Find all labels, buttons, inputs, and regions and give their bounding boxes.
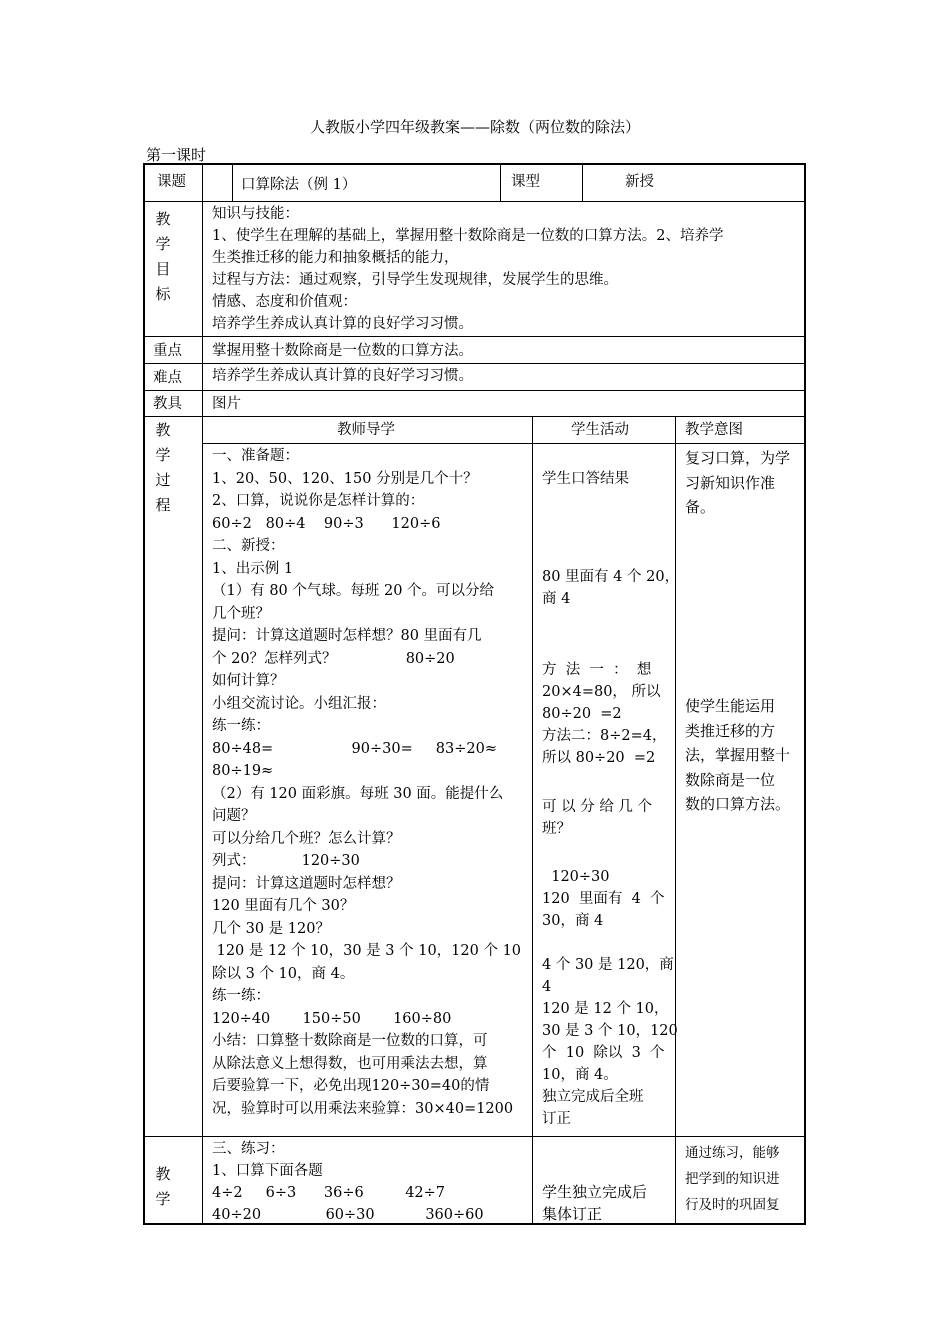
teacher-line: 提问：计算这道题时怎样想？80 里面有几 [212,628,482,644]
student-activity-line: 个 10 除以 3 个 [542,1045,665,1061]
student-activity-line: 80 里面有 4 个 20， [542,569,680,585]
topic-label: 课题 [157,174,186,190]
teacher-line: 后要验算一下，必免出现120÷30=40的情 [212,1078,490,1094]
teacher-line: 1、20、50、120、150 分别是几个十？ [212,470,478,487]
student-activity-line: 10，商 4。 [542,1067,618,1083]
lesson-plan-table: 课题 口算除法（例 1） 课型 新授 教 学 目 标 知识与技能： 1、使学生在理解的基础上，掌握用整十数除商是一位数的口算方法。2、培养学 生类推迁移的能力和抽象概括的能力， 过程与方法：通过观察，引导学生发现规律，发展学生的思维。 情感、态度和价值观： 培养学生养成认真计算的良好学习习惯。 重点 掌握用整十数除商是一位数的口算方法。 难点 培养学生养成认真计算的良好学习习惯。 教具 图片 教 学 过 程 教师导学 学生活动 教学意图 一、准备题： 1、20、50、120、150 分别是几个十？ 2、口算，说说你是怎样计算的： 60÷2 80÷4 90÷3 120÷6 二、新授： 1、出示例 1 （1）有 80 个气球。每班 20 个。可以分给 几个班？ 提问：计算这道题时怎样想？80 里面有几 个 20？怎样列式？ 80÷20 如何计算？ 小组交流讨论。小组汇报： 练一练： 80÷48= 90÷30= 83÷20≈ 80÷19≈ （2）有 120 面彩旗。每班 30 面。能提什么 问题？ 可以分给几个班？怎么计算？ 列式： 120÷30 提问：计算这道题时怎样想？ 120 里面有几个 30？ 几个 30 是 120？ 120 是 12 个 10，30 是 3 个 10，120 个 10 除以 3 个 10，商 4。 练一练： 120÷40 150÷50 160÷80 小结：口算整十数除商是一位数的口算，可 从除法意义上想得数，也可用乘法去想，算 后要验算一下，必免出现120÷30=40的情 况，验算时可以用乘法来验算：30×40=1200 学生口答结果 80 里面有 4 个 20， 商 4 方 法 一 ： 想 20×4=80， 所以 80÷20 =2 方法二：8÷2=4， 所以 80÷20 =2 可 以 分 给 几 个 班？ 120÷30 120 里面有 4 个 30，商 4 4 个 30 是 120，商 4 120 是 12 个 10， 30 是 3 个 10，120 个 10 除以 3 个 10，商 4。 独立完成后全班 订正 复习口算，为学 习新知识作准 备。 使学生能运用 类推迁移的方 法，掌握用整十 数除商是一位 数的口算方法。 教 学 三、练习： 1、口算下面各题 4÷2 6÷3 36÷6 42÷7 40÷20 60÷30 360÷60 学生独立完成后 集体订正 通过练习，能够 把学到的知识进 行及时的巩固复 [143,163,806,1225]
teacher-line: （2）有 120 面彩旗。每班 30 面。能提什么 [212,785,504,802]
teacher-line: 个 20？怎样列式？ 80÷20 [212,650,455,667]
col-intent-header: 教学意图 [685,422,743,438]
student-activity-line: 独立完成后全班 [542,1089,644,1105]
teacher-line: 提问：计算这道题时怎样想？ [212,875,401,892]
teacher-line: （1）有 80 个气球。每班 20 个。可以分给 [212,583,495,599]
teacher-line: 一、准备题： [212,448,299,464]
difficulty-label: 难点 [153,370,182,386]
document-title: 人教版小学四年级教案——除数（两位数的除法） [309,118,640,136]
teacher-line: 120 里面有几个 30？ [212,898,355,914]
topic-value: 口算除法（例 1） [241,177,357,193]
teacher-line: 80÷48= 90÷30= 83÷20≈ [212,740,498,757]
lesson-label: 第一课时 [146,146,207,164]
process-label: 教 学 过 程 [155,421,171,514]
teaching-intent-line: 数除商是一位 [685,770,776,789]
teacher-line: 况，验算时可以用乘法来验算：30×40=1200 [212,1100,514,1117]
teacher-line: 小组交流讨论。小组汇报： [212,695,386,712]
student-activity-line: 4 [542,979,552,995]
student-activity-line: 方法二：8÷2=4， [542,728,667,744]
col-teacher-header: 教师导学 [337,422,395,438]
teaching-intent-line: 备。 [685,498,716,516]
student-activity-line: 可 以 分 给 几 个 [542,799,653,815]
key-point-label: 重点 [153,343,182,359]
teacher-line: 问题？ [212,808,256,824]
teaching-intent-line: 使学生能运用 [685,697,776,715]
teacher-line: 120÷40 150÷50 160÷80 [212,1010,452,1027]
practice-label: 教 学 [155,1165,171,1208]
teacher-line: 几个班？ [212,605,270,622]
teaching-intent-line: 习新知识作准 [685,473,776,492]
teacher-line: 可以分给几个班？怎么计算？ [212,830,401,847]
student-activity-line: 120÷30 [542,869,610,885]
student-activity-line: 4 个 30 是 120，商 [542,957,674,973]
teacher-line: 120 是 12 个 10，30 是 3 个 10，120 个 10 [212,943,522,959]
tools-value: 图片 [212,396,241,412]
student-activity-line: 学生口答结果 [542,471,629,487]
teacher-line: 几个 30 是 120？ [212,920,330,937]
teaching-intent-line: 复习口算，为学 [685,449,791,467]
student-activity-line: 20×4=80， 所以 [542,684,661,700]
student-activity-line: 所以 80÷20 =2 [542,750,656,766]
teaching-intent-line: 数的口算方法。 [685,795,791,813]
teacher-line: 从除法意义上想得数，也可用乘法去想，算 [212,1055,488,1072]
teacher-line: 2、口算，说说你是怎样计算的： [212,493,425,509]
type-value: 新授 [625,174,654,190]
teacher-line: 二、新授： [212,538,285,554]
teacher-line: 80÷19≈ [212,763,274,779]
student-activity-line: 订正 [542,1111,571,1127]
student-activity-line: 120 里面有 4 个 [542,891,665,907]
key-point-value: 掌握用整十数除商是一位数的口算方法。 [212,343,473,359]
teacher-line: 60÷2 80÷4 90÷3 120÷6 [212,515,441,532]
col-student-header: 学生活动 [571,422,629,438]
student-activity-line: 80÷20 =2 [542,706,622,722]
type-label: 课型 [511,174,540,190]
teacher-line: 如何计算？ [212,673,285,689]
teacher-line: 1、出示例 1 [212,560,294,577]
goals-label: 教 学 目 标 [155,210,171,303]
difficulty-value: 培养学生养成认真计算的良好学习习惯。 [212,368,473,384]
student-activity-line: 商 4 [542,591,571,607]
teacher-line: 小结：口算整十数除商是一位数的口算，可 [212,1033,488,1049]
student-activity-line: 30 是 3 个 10，120 [542,1023,678,1039]
student-activity-line: 30，商 4 [542,913,604,929]
teaching-intent-line: 类推迁移的方 [685,721,776,740]
teacher-line: 练一练： [212,988,270,1004]
student-activity-line: 班？ [542,821,571,837]
teacher-line: 除以 3 个 10，商 4。 [212,965,355,982]
student-activity-line: 方 法 一 ： 想 [542,662,652,678]
teacher-line: 练一练： [212,718,270,734]
tools-label: 教具 [153,396,182,412]
student-activity-line: 120 是 12 个 10， [542,1001,669,1017]
teacher-line: 列式： 120÷30 [212,853,360,869]
teaching-intent-line: 法，掌握用整十 [685,746,791,764]
